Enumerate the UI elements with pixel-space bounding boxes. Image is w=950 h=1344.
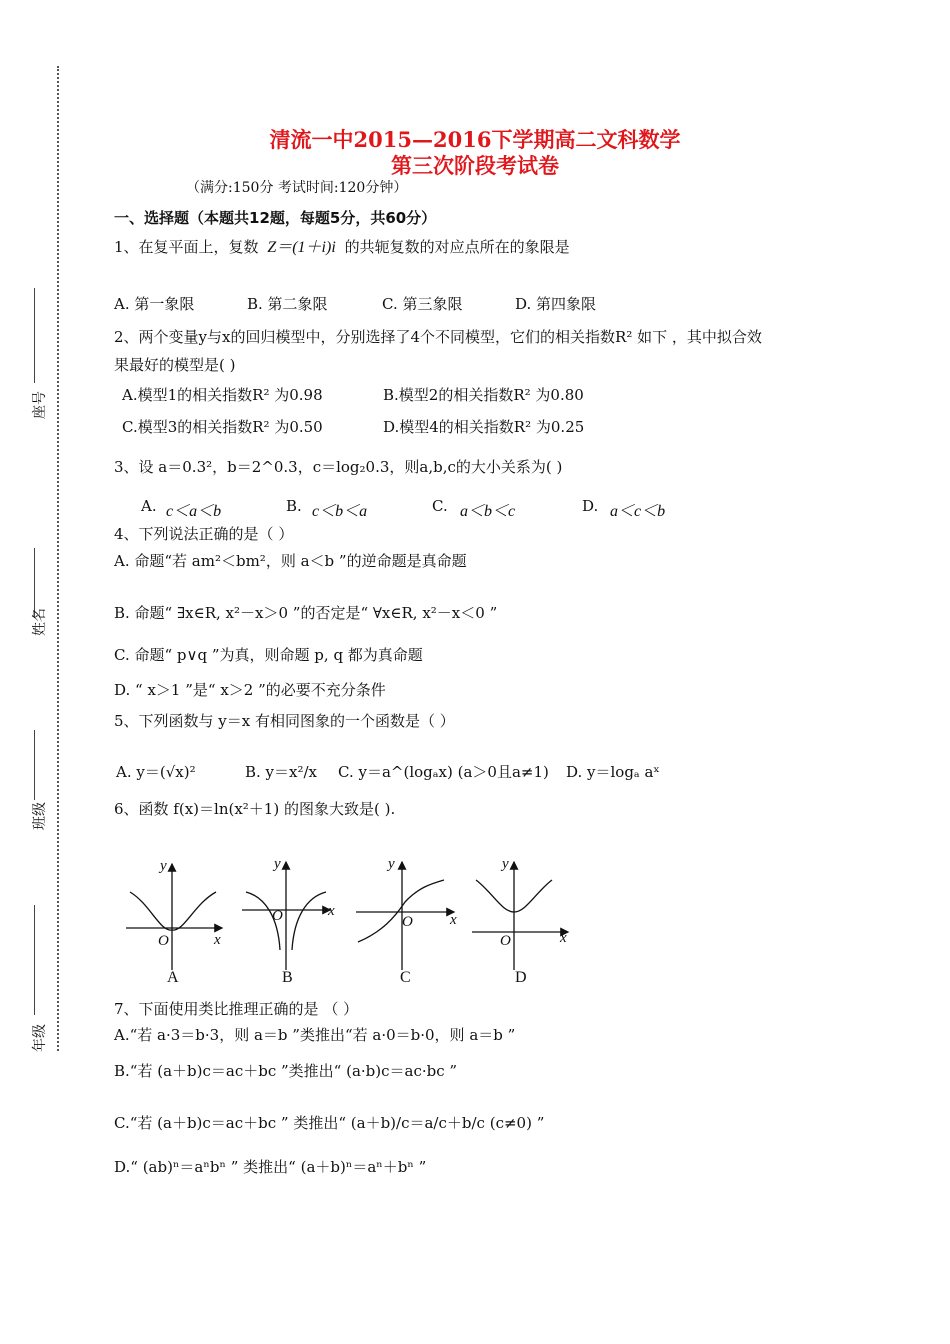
- q3-option-b: c＜b＜a: [312, 503, 368, 520]
- graph-c-caption: C: [400, 969, 411, 986]
- q2-option-b: B.模型2的相关指数R² 为0.80: [383, 386, 584, 404]
- graph-b-right-curve: [292, 892, 326, 950]
- q1-option-c: C. 第三象限: [382, 295, 463, 313]
- q2-option-a: A.模型1的相关指数R² 为0.98: [122, 386, 323, 404]
- q3-option-b-label: B.: [286, 497, 302, 515]
- graph-c-y-label: y: [388, 856, 395, 872]
- q4-stem: 4、下列说法正确的是（ ）: [114, 525, 294, 543]
- graph-a-origin: O: [158, 933, 169, 949]
- graph-c-origin: O: [402, 914, 413, 930]
- q1-option-d: D. 第四象限: [515, 295, 597, 313]
- graph-d-y-label: y: [502, 856, 509, 872]
- q7-option-d: D.“ (ab)ⁿ＝aⁿbⁿ ” 类推出“ (a＋b)ⁿ＝aⁿ＋bⁿ ”: [114, 1158, 427, 1176]
- exam-title-line1: 清流一中2015—2016下学期高二文科数学: [269, 127, 681, 152]
- graph-b-y-label: y: [274, 856, 281, 872]
- graph-a: [126, 864, 222, 970]
- graph-c-curve: [358, 880, 444, 942]
- q5-option-c: C. y＝a^(logₐx) (a＞0且a≠1): [338, 763, 549, 781]
- graph-d-origin: O: [500, 933, 511, 949]
- q4-option-d: D. “ x＞1 ”是“ x＞2 ”的必要不充分条件: [114, 681, 386, 699]
- exam-info: （满分:150分 考试时间:120分钟）: [186, 180, 408, 196]
- seat-underline: [34, 288, 35, 383]
- graph-b-origin: O: [272, 908, 283, 924]
- q6-stem: 6、函数 f(x)＝ln(x²＋1) 的图象大致是( ).: [114, 800, 396, 818]
- q7-stem: 7、下面使用类比推理正确的是 （ ）: [114, 1000, 359, 1018]
- exam-title-line2: 第三次阶段考试卷: [391, 153, 559, 178]
- graph-a-curve: [130, 892, 216, 930]
- graph-b-caption: B: [282, 969, 293, 986]
- q1-stem: [114, 234, 570, 257]
- graph-a-y-label: y: [160, 858, 167, 874]
- q7-option-a: A.“若 a·3＝b·3，则 a＝b ”类推出“若 a·0＝b·0，则 a＝b ”: [114, 1026, 516, 1044]
- q1-stem-text-2: 的共轭复数的对应点所在的象限是: [344, 238, 570, 256]
- graph-b: [242, 862, 330, 970]
- q7-option-b: B.“若 (a＋b)c＝ac＋bc ”类推出“ (a·b)c＝ac·bc ”: [114, 1062, 458, 1080]
- graph-d: [472, 862, 568, 970]
- q1-stem-text: 1、在复平面上，复数: [114, 238, 259, 256]
- q3-option-c-label: C.: [432, 497, 448, 515]
- graph-d-caption: D: [515, 969, 527, 986]
- q3-option-d-label: D.: [582, 497, 599, 515]
- grade-underline: [34, 905, 35, 1015]
- class-underline: [34, 730, 35, 800]
- section-heading: 一、选择题（本题共12题，每题5分，共60分）: [114, 209, 437, 227]
- q3-option-a-label: A.: [141, 497, 157, 515]
- q5-option-d: D. y＝logₐ aˣ: [566, 763, 660, 781]
- q1-math: Z＝(1＋i)i: [267, 239, 336, 256]
- graph-b-x-label: x: [328, 903, 335, 919]
- q7-option-c: C.“若 (a＋b)c＝ac＋bc ” 类推出“ (a＋b)/c＝a/c＋b/c (c≠0) ”: [114, 1114, 545, 1132]
- q3-option-c: a＜b＜c: [460, 503, 516, 520]
- side-label-class: 班级: [32, 802, 48, 830]
- graph-d-x-label: x: [560, 930, 567, 946]
- q4-option-a: A. 命题“若 am²＜bm²，则 a＜b ”的逆命题是真命题: [114, 552, 467, 570]
- q6-graphs: [120, 852, 590, 987]
- q5-option-a: A. y＝(√x)²: [116, 763, 196, 781]
- side-label-seat: 座号: [32, 391, 48, 419]
- q4-option-c: C. 命题“ p∨q ”为真，则命题 p, q 都为真命题: [114, 646, 423, 664]
- q2-option-c: C.模型3的相关指数R² 为0.50: [122, 418, 323, 436]
- q1-option-a: A. 第一象限: [114, 295, 195, 313]
- side-label-name: 姓名: [32, 608, 48, 636]
- q2-stem-line1: 2、两个变量y与x的回归模型中，分别选择了4个不同模型，它们的相关指数R² 如下 ，其中拟合效: [114, 328, 762, 346]
- side-label-grade: 年级: [32, 1024, 48, 1052]
- graph-c-x-label: x: [450, 912, 457, 928]
- graph-a-x-label: x: [214, 932, 221, 948]
- q2-stem-line2: 果最好的模型是( ): [114, 356, 236, 374]
- q5-option-b: B. y＝x²/x: [245, 763, 318, 781]
- graph-a-caption: A: [167, 969, 179, 986]
- q5-stem: 5、下列函数与 y＝x 有相同图象的一个函数是（ ）: [114, 712, 455, 730]
- q2-option-d: D.模型4的相关指数R² 为0.25: [383, 418, 585, 436]
- q3-option-d: a＜c＜b: [610, 503, 666, 520]
- q4-option-b: B. 命题“ ∃x∈R, x²－x＞0 ”的否定是“ ∀x∈R, x²－x＜0 ”: [114, 604, 498, 622]
- q3-stem: 3、设 a＝0.3²，b＝2^0.3，c＝log₂0.3，则a,b,c的大小关系为( ): [114, 458, 563, 476]
- q1-option-b: B. 第二象限: [247, 295, 328, 313]
- q3-option-a: c＜a＜b: [166, 503, 222, 520]
- binding-dotted-line: [57, 66, 59, 1051]
